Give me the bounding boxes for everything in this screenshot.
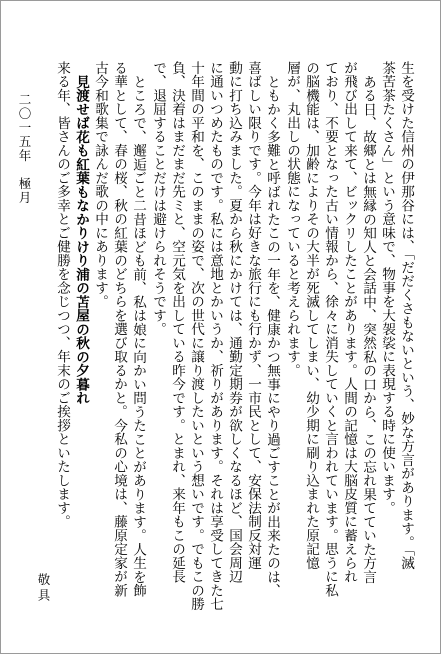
letter-date: 二〇一五年 極月 bbox=[17, 93, 32, 205]
letter-line: 来る年、皆さんのご多幸とご健勝を念じつつ、年末のご挨拶といたします。 bbox=[54, 61, 70, 529]
letter-line-text: ところで、邂逅ごと二昔ほども前、私は娘に向かい問うたことがあります。人生を飾 bbox=[130, 75, 146, 598]
letter-line: 喜ばしい限りです。今年は好きな旅行にも行かず、一市民として、安保法制反対運 bbox=[245, 61, 261, 570]
letter-line-text: ある日、故郷とは無縁の知人と会話中、突然私の口から、この忘れ果てていた方言 bbox=[360, 75, 376, 584]
poem-text: 見渡せば花も紅葉もなかりけり浦の苫屋の秋の夕暮れ bbox=[73, 75, 89, 405]
letter-line-text: ともかく多難と呼ばれたこの一年を、健康かつ無事にやり過ごすことが出来たのは、 bbox=[264, 75, 280, 598]
letter-line bbox=[360, 61, 374, 584]
letter-line: 生を受けた信州の伊那谷には、「だだくさもないという、妙な方言があります。「滅 bbox=[398, 61, 414, 570]
letter-line: る華として、春の桜、秋の紅葉のどちらを選び取るかと。今私の心境は、藤原定家が新 bbox=[111, 61, 127, 598]
letter-line: 動に打ち込みました。夏から秋にかけては、通勤定期券が欲しくなるほど、国会周辺 bbox=[226, 61, 242, 584]
letter-line bbox=[264, 61, 278, 598]
letter-line: 茶苦茶たくさん」という意味で、物事を大袈裟に表現する時に使います。 bbox=[379, 61, 395, 515]
letter-line: 古今和歌集で詠んだ歌の中にあります。 bbox=[92, 61, 108, 309]
letter-line: 層が、丸出しの状態になっていると考えられます。 bbox=[284, 61, 300, 378]
letter-line: 十年間の平和を、このままの姿で、次の世代に譲り渡したいという想いです。でもこの勝 bbox=[188, 61, 204, 611]
letter-line: が飛び出して来て、ビックリしたことがあります。人間の記憶は大脳皮質に蓄えられ bbox=[341, 61, 357, 584]
letter-line bbox=[130, 61, 144, 598]
letter-line: ており、不要となった古い情報から、徐々に消失していくと言われています。思うに私 bbox=[322, 61, 338, 598]
closing-signature: 敬具 bbox=[36, 573, 51, 604]
letter-line: の脳機能は、加齢によりその大半が死滅してしまい、幼少期に刷り込まれた原記憶 bbox=[303, 61, 319, 570]
letter-line: に通いつめたものです。私には意地とかいうか、祈りがあります。それは享受してきた七 bbox=[207, 61, 223, 611]
poem-line bbox=[73, 61, 87, 405]
letter-line: で、退屈することだけは避けられそうです。 bbox=[150, 61, 166, 336]
letter-line: 負、決着はまだまだ先ミと、空元気を出している昨今です。とまれ、来年もこの延長 bbox=[169, 61, 185, 584]
